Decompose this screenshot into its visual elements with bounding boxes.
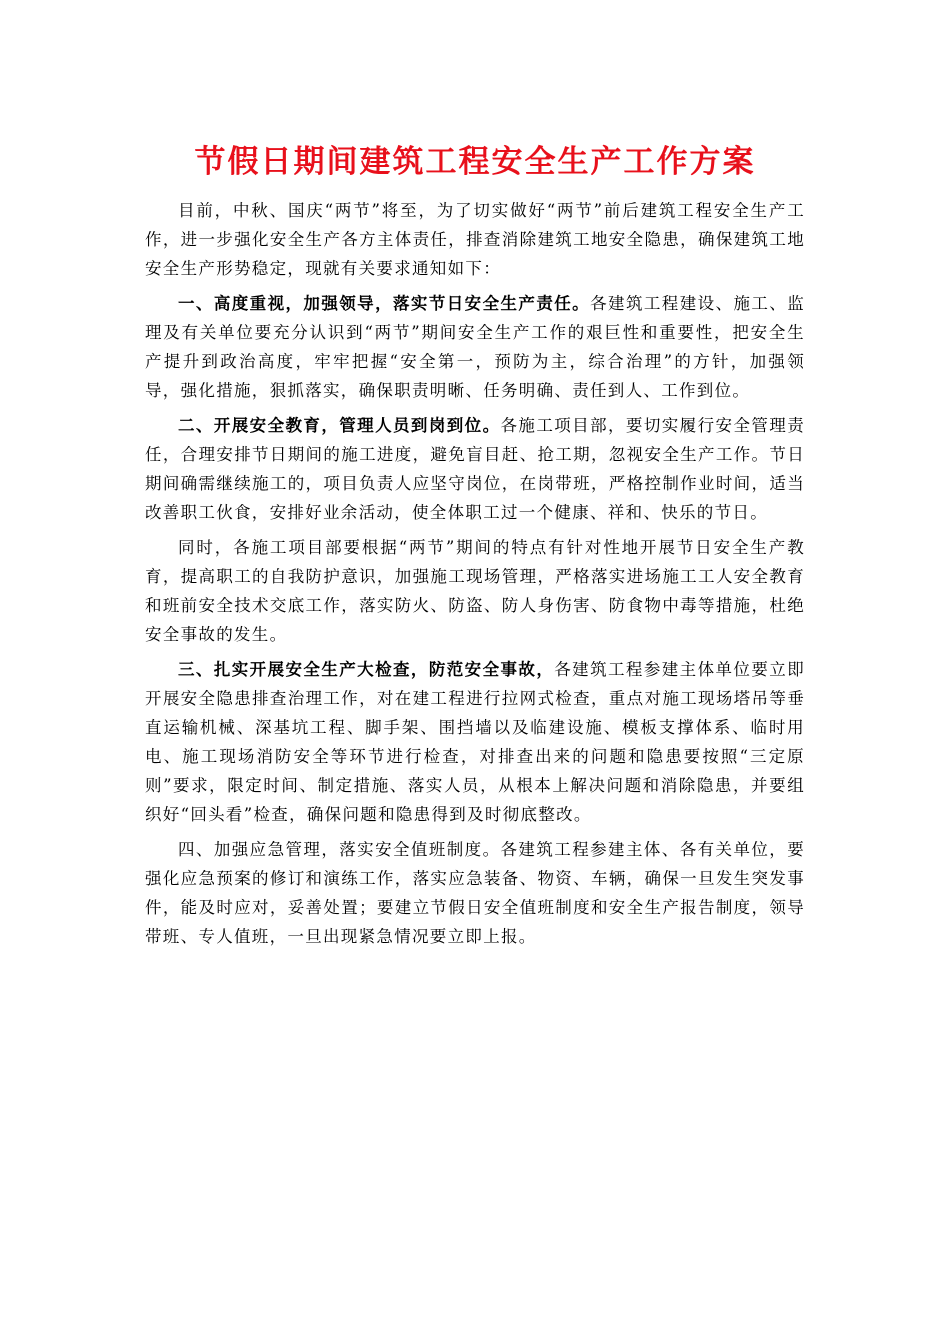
paragraph-text: 各建筑工程参建主体单位要立即开展安全隐患排查治理工作，对在建工程进行拉网式检查，重点对施工现场塔吊等垂直运输机械、深基坑工程、脚手架、围挡墙以及临建设施、模板支撑体系、临时用电、施工现场消防安全等环节进行检查，对排查出来的问题和隐患要按照“三定原则”要求，限定时间、制定措施、落实人员，从根本上解决问题和消除隐患，并要组织好“回头看”检查，确保问题和隐患得到及时彻底整改。 — [145, 660, 805, 824]
paragraph-text: 各施工项目部，要切实履行安全管理责任，合理安排节日期间的施工进度，避免盲目赶、抢工期，忽视安全生产工作。节日期间确需继续施工的，项目负责人应坚守岗位，在岗带班，严格控制作业时间，适当改善职工伙食，安排好业余活动，使全体职工过一个健康、祥和、快乐的节日。 — [145, 416, 805, 522]
section-heading-3: 三、扎实开展安全生产大检查，防范安全事故， — [178, 660, 555, 679]
section-heading-1: 一、高度重视，加强领导，落实节日安全生产责任。 — [178, 294, 591, 313]
paragraph-text: 目前，中秋、国庆“两节”将至，为了切实做好“两节”前后建筑工程安全生产工作，进一步强化安全生产各方主体责任，排查消除建筑工地安全隐患，确保建筑工地安全生产形势稳定，现就有关要求通知如下： — [145, 201, 805, 278]
paragraph-intro — [145, 196, 805, 283]
paragraph-section-4 — [145, 835, 805, 951]
paragraph-section-3 — [145, 655, 805, 829]
paragraph-section-2 — [145, 411, 805, 527]
paragraph-text: 四、加强应急管理，落实安全值班制度。各建筑工程参建主体、各有关单位，要强化应急预案的修订和演练工作，落实应急装备、物资、车辆，确保一旦发生突发事件，能及时应对，妥善处置；要建立节假日安全值班制度和安全生产报告制度，领导带班、专人值班，一旦出现紧急情况要立即上报。 — [145, 840, 805, 946]
document-page — [145, 140, 805, 957]
paragraph-section-2-continued — [145, 533, 805, 649]
paragraph-section-1 — [145, 289, 805, 405]
document-title: 节假日期间建筑工程安全生产工作方案 — [194, 144, 756, 180]
paragraph-text: 各建筑工程建设、施工、监理及有关单位要充分认识到“两节”期间安全生产工作的艰巨性和重要性，把安全生产提升到政治高度，牢牢把握“安全第一，预防为主，综合治理”的方针，加强领导，强化措施，狠抓落实，确保职责明晰、任务明确、责任到人、工作到位。 — [145, 294, 805, 400]
section-heading-2: 二、开展安全教育，管理人员到岗到位。 — [178, 416, 501, 435]
paragraph-text: 同时，各施工项目部要根据“两节”期间的特点有针对性地开展节日安全生产教育，提高职工的自我防护意识，加强施工现场管理，严格落实进场施工工人安全教育和班前安全技术交底工作，落实防火、防盗、防人身伤害、防食物中毒等措施，杜绝安全事故的发生。 — [145, 538, 805, 644]
